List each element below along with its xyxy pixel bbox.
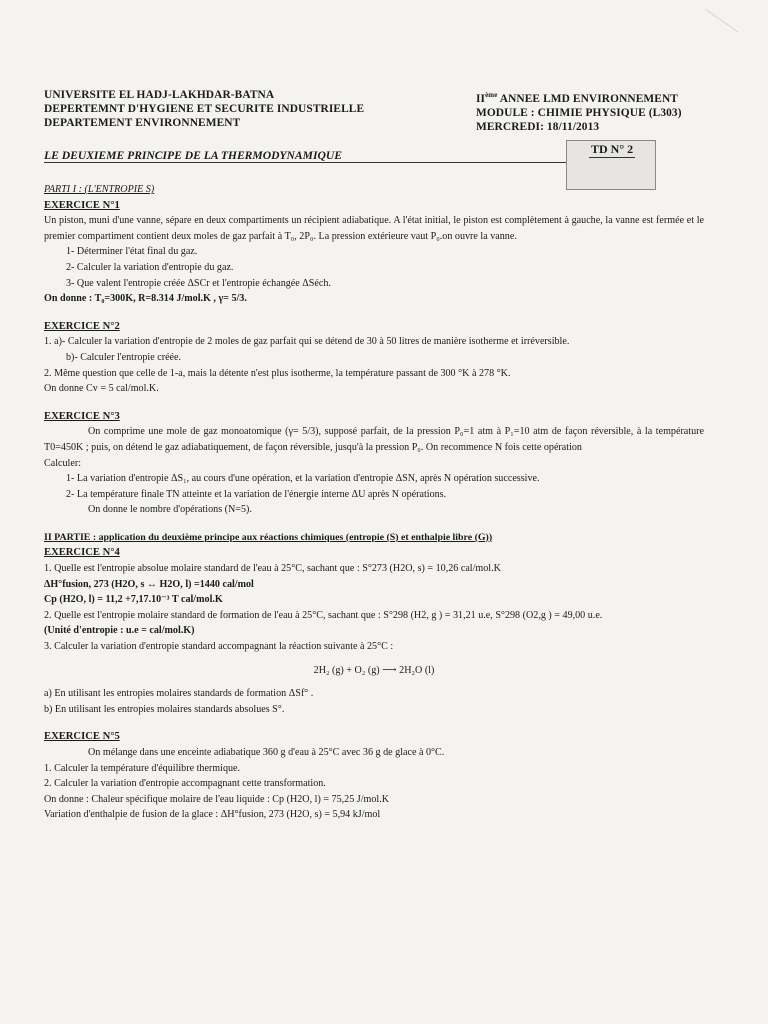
exercise-4-title: EXERCICE N°4: [44, 547, 120, 559]
exercise-5-line-4: On donne : Chaleur spécifique molaire de l'eau liquide : Cp (H2O, l) = 75,25 J/mol.K: [44, 793, 390, 805]
exercise-2-line-3: 2. Même question que celle de 1-a, mais la détente n'est plus isotherme, la température passant de 300 °K à 278 °K.: [44, 367, 511, 379]
part1-heading: PARTI I : (L'ENTROPIE S): [44, 184, 155, 195]
part2-heading: II PARTIE : application du deuxième principe aux réactions chimiques (entropie (S) et enthalpie libre (G)): [44, 531, 493, 543]
exercise-5-line-2: 1. Calculer la température d'équilibre thermique.: [44, 762, 241, 774]
university-name: UNIVERSITE EL HADJ-LAKHDAR-BATNA: [44, 89, 275, 101]
title-underline: [44, 162, 566, 163]
reaction-equation: 2H₂ (g) + O₂ (g) ⟶ 2H₂O (l): [313, 664, 435, 676]
exercise-1-item-3: 3- Que valent l'entropie créée ΔSCr et l'entropie échangée ΔSéch.: [66, 277, 331, 289]
exercise-3-item-3: On donne le nombre d'opérations (N=5).: [88, 504, 252, 516]
date-line: MERCREDI: 18/11/2013: [476, 120, 600, 133]
exercise-5-line-3: 2. Calculer la variation d'entropie accompagnant cette transformation.: [44, 778, 326, 790]
exercise-4-line-6: 3. Calculer la variation d'entropie standard accompagnant la réaction suivante à 25°C :: [44, 641, 394, 653]
module-line: MODULE : CHIMIE PHYSIQUE (L303): [476, 106, 682, 119]
exercise-4-line-5: (Unité d'entropie : u.e = cal/mol.K): [44, 625, 195, 637]
department-name: DEPERTEMNT D'HYGIENE ET SECURITE INDUSTRIELLE: [44, 103, 365, 115]
exercise-1-given: On donne : T₀=300K, R=8.314 J/mol.K , γ= 5/3.: [44, 293, 247, 305]
exercise-5-title: EXERCICE N°5: [44, 731, 120, 743]
td-number-label: TD N° 2: [591, 142, 634, 156]
exercise-3-item-2: 2- La température finale TN atteinte et la variation de l'énergie interne ΔU après N opérations.: [66, 488, 447, 500]
page-corner-mark: [705, 0, 751, 32]
exercise-4-line-4: 2. Quelle est l'entropie molaire standard de formation de l'eau à 25°C, sachant que : S°298 (H2, g ) = 31,21 u.e, S°298 (O2,g ) = 49,00 u.e.: [44, 609, 603, 621]
exercise-5-line-1: On mélange dans une enceinte adiabatique 360 g d'eau à 25°C avec 36 g de glace à 0°C.: [88, 747, 445, 758]
exercise-2-line-4: On donne Cv = 5 cal/mol.K.: [44, 383, 159, 395]
course-header: [476, 88, 682, 134]
exercise-4-line-3: Cp (H2O, l) = 11,2 +7,17.10⁻³ T cal/mol.K: [44, 594, 223, 606]
exercise-4-line-2: ΔH°fusion, 273 (H2O, s ↔ H2O, l) =1440 cal/mol: [44, 578, 254, 590]
exercise-3-item-1: 1- La variation d'entropie ΔS₁, au cours d'une opération, et la variation d'entropie ΔSN, après N opération successive.: [66, 473, 540, 485]
exercise-1-item-1: 1- Déterminer l'état final du gaz.: [66, 246, 198, 258]
exercise-3-title: EXERCICE N°3: [44, 410, 120, 422]
exercise-2-line-2: b)- Calculer l'entropie créée.: [66, 351, 182, 363]
document-body: [44, 182, 704, 823]
exercise-1-intro: Un piston, muni d'une vanne, sépare en deux compartiments un récipient adiabatique. A l'état initial, le piston est complètement à gauche, la vanne est fermée et le premier compartiment contient deux moles de gaz parfait à T₀, 2P₀. La pression extérieure vaut P₀.on ouvre la vanne.: [44, 215, 704, 242]
exercise-1-title: EXERCICE N°1: [44, 199, 120, 211]
exercise-3-calc: Calculer:: [44, 457, 81, 469]
institution-header: [44, 88, 364, 130]
exercise-2-line-1: 1. a)- Calculer la variation d'entropie de 2 moles de gaz parfait qui se détend de 30 à 50 litres de manière isotherme et irréversible.: [44, 336, 570, 348]
exercise-4-line-9: b) En utilisant les entropies molaires standards absolues S°.: [44, 703, 285, 715]
exercise-4-line-1: 1. Quelle est l'entropie absolue molaire standard de l'eau à 25°C, sachant que : S°273 (H2O, s) = 10,26 cal/mol.K: [44, 563, 501, 575]
exercise-1-item-2: 2- Calculer la variation d'entropie du gaz.: [66, 261, 234, 273]
year-line: IIème ANNEE LMD ENVIRONNEMENT: [476, 91, 678, 105]
department-name-2: DEPARTEMENT ENVIRONNEMENT: [44, 117, 241, 129]
exercise-5-line-5: Variation d'enthalpie de fusion de la glace : ΔH°fusion, 273 (H2O, s) = 5,94 kJ/mol: [44, 809, 381, 821]
exercise-2-title: EXERCICE N°2: [44, 320, 120, 332]
exercise-4-line-8: a) En utilisant les entropies molaires standards de formation ΔSf° .: [44, 688, 314, 700]
exercise-3-intro: On comprime une mole de gaz monoatomique (γ= 5/3), supposé parfait, de la pression P₀=1 atm à P₁=10 atm de façon réversible, à la température T0=450K ; puis, on détend le gaz adiabatiquement, de façon réversible, jusqu'à la pression P₀. On recommence N fois cette opération: [44, 426, 704, 453]
page-title: LE DEUXIEME PRINCIPE DE LA THERMODYNAMIQUE: [44, 149, 342, 162]
